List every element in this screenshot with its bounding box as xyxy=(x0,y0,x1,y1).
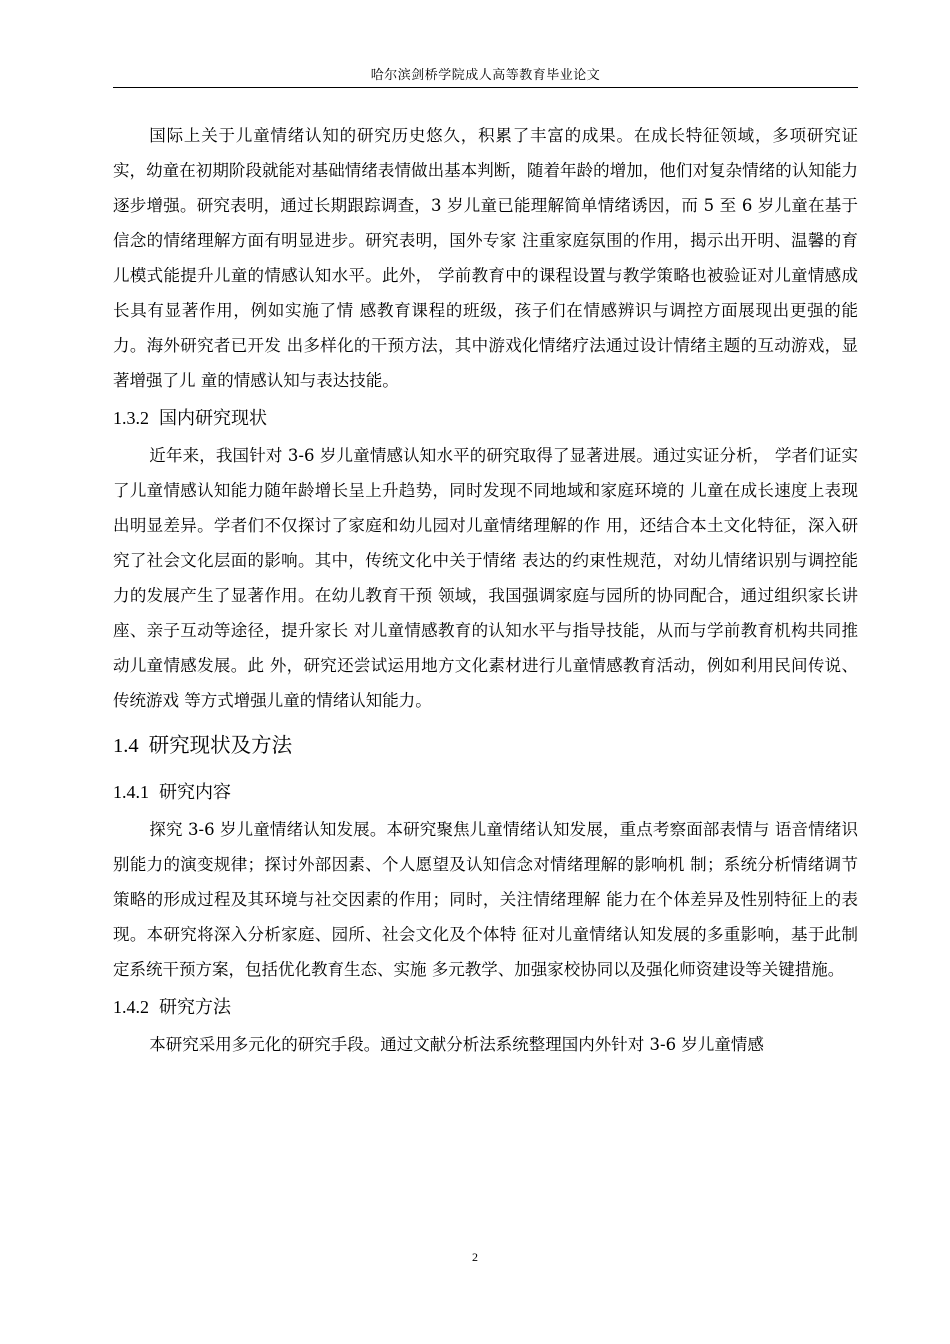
section-title: 研究方法 xyxy=(159,997,231,1018)
paragraph-international-research: 国际上关于儿童情绪认知的研究历史悠久，积累了丰富的成果。在成长特征领域，多项研究证实，幼童在初期阶段就能对基础情绪表情做出基本判断，随着年龄的增加，他们对复杂情绪的认知能力逐步增强。研究表明，通过长期跟踪调查，3 岁儿童已能理解简单情绪诱因，而 5 至 6 岁儿童在基于信念的情绪理解方面有明显进步。研究表明，国外专家 注重家庭氛围的作用，揭示出开明、温馨的育儿模式能提升儿童的情感认知水平。此外， 学前教育中的课程设置与教学策略也被验证对儿童情感成长具有显著作用，例如实施了情 感教育课程的班级，孩子们在情感辨识与调控方面展现出更强的能力。海外研究者已开发 出多样化的干预方法，其中游戏化情绪疗法通过设计情绪主题的互动游戏，显著增强了儿 童的情感认知与表达技能。 xyxy=(113,126,858,390)
section-number: 1.4 xyxy=(113,735,139,757)
section-number: 1.3.2 xyxy=(113,408,149,428)
section-heading-1-4-1 xyxy=(113,772,858,812)
section-heading-1-4 xyxy=(113,724,858,766)
section-number: 1.4.2 xyxy=(113,997,149,1017)
page-number: 2 xyxy=(472,1250,478,1264)
paragraph-research-content: 探究 3-6 岁儿童情绪认知发展。本研究聚焦儿童情绪认知发展，重点考察面部表情与 语音情绪识别能力的演变规律；探讨外部因素、个人愿望及认知信念对情绪理解的影响机 制；系统分析情绪调节策略的形成过程及其环境与社交因素的作用；同时，关注情绪理解 能力在个体差异及性别特征上的表现。本研究将深入分析家庭、园所、社会文化及个体特 征对儿童情绪认知发展的多重影响，基于此制定系统干预方案，包括优化教育生态、实施 多元教学、加强家校协同以及强化师资建设等关键措施。 xyxy=(113,820,858,979)
section-number: 1.4.1 xyxy=(113,782,149,802)
document-body xyxy=(113,118,858,1062)
section-title: 研究现状及方法 xyxy=(148,733,293,757)
paragraph-domestic-research: 近年来，我国针对 3-6 岁儿童情感认知水平的研究取得了显著进展。通过实证分析， 学者们证实了儿童情感认知能力随年龄增长呈上升趋势，同时发现不同地域和家庭环境的 儿童在成长速度上表现出明显差异。学者们不仅探讨了家庭和幼儿园对儿童情绪理解的作 用，还结合本土文化特征，深入研究了社会文化层面的影响。其中，传统文化中关于情绪 表达的约束性规范，对幼儿情绪识别与调控能力的发展产生了显著作用。在幼儿教育干预 领域，我国强调家庭与园所的协同配合，通过组织家长讲座、亲子互动等途径，提升家长 对儿童情感教育的认知水平与指导技能，从而与学前教育机构共同推动儿童情感发展。此 外，研究还尝试运用地方文化素材进行儿童情感教育活动，例如利用民间传说、传统游戏 等方式增强儿童的情绪认知能力。 xyxy=(113,446,858,710)
paragraph-research-methods: 本研究采用多元化的研究手段。通过文献分析法系统整理国内外针对 3-6 岁儿童情感 xyxy=(149,1035,764,1054)
header-divider xyxy=(113,87,858,88)
section-heading-1-3-2 xyxy=(113,398,858,438)
section-title: 国内研究现状 xyxy=(159,408,267,429)
section-title: 研究内容 xyxy=(159,782,231,803)
section-heading-1-4-2 xyxy=(113,987,858,1027)
running-header: 哈尔滨剑桥学院成人高等教育毕业论文 xyxy=(370,68,601,83)
